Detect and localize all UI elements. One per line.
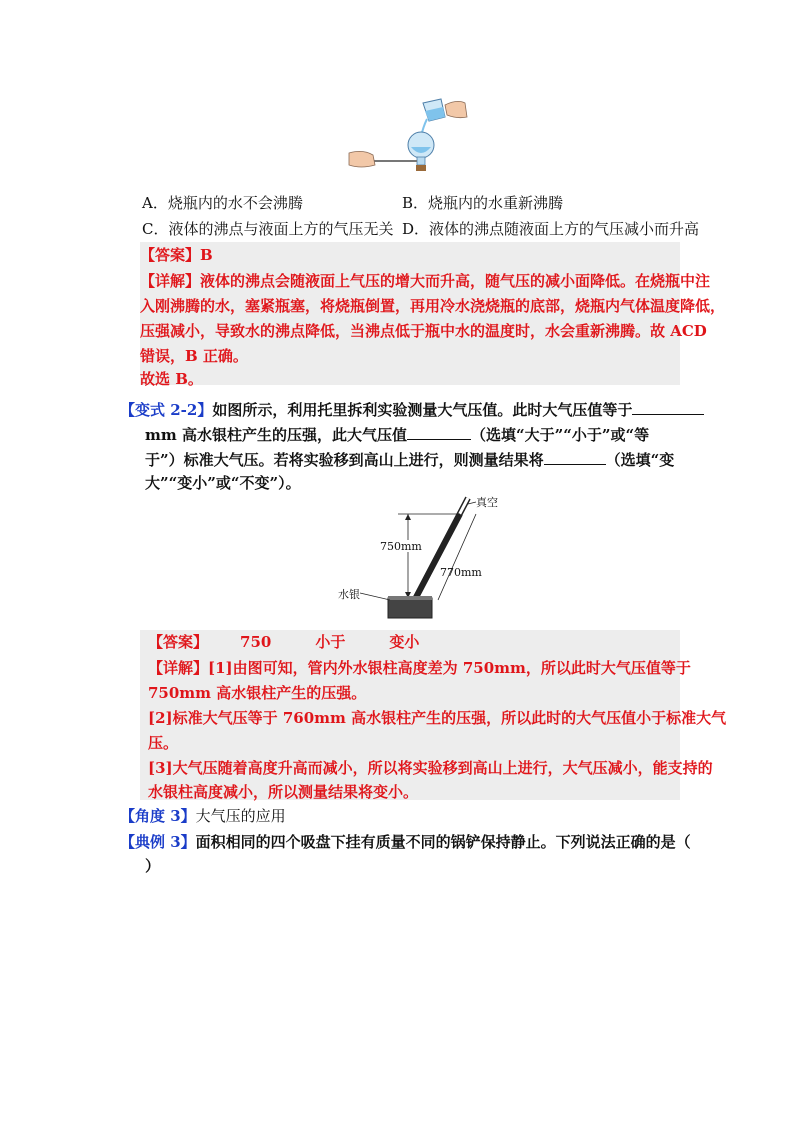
option-c: C．液体的沸点与液面上方的气压无关 <box>142 220 394 238</box>
answer-value: B <box>200 246 213 264</box>
example-line-1 <box>120 832 691 852</box>
option-b: B．烧瓶内的水重新沸腾 <box>402 194 564 212</box>
detail-2-line-3: [2]标准大气压等于 760mm 高水银柱产生的压强，所以此时的大气压值小于标准大气 <box>148 709 727 727</box>
blank-1[interactable] <box>632 398 704 415</box>
example-line-2: ） <box>145 857 161 875</box>
variant-text-1: 如图所示，利用托里拆利实验测量大气压值。此时大气压值等于 <box>212 401 633 419</box>
detail-1-line-3: 压强减小，导致水的沸点降低，当沸点低于瓶中水的温度时，水会重新沸腾。故 ACD <box>140 322 707 340</box>
torricelli-figure <box>330 490 505 625</box>
detail-2-line-4: 压。 <box>148 734 179 752</box>
detail-2-line-2: 750mm 高水银柱产生的压强。 <box>148 684 367 702</box>
example-text: 面积相同的四个吸盘下挂有质量不同的锅铲保持静止。下列说法正确的是（ <box>195 833 691 851</box>
variant-text-3a: 于”）标准大气压。若将实验移到高山上进行，则测量结果将 <box>145 451 544 469</box>
blank-2[interactable] <box>407 423 471 440</box>
answer-2-value-1: 750 <box>240 633 272 651</box>
vacuum-label: 真空 <box>476 496 498 509</box>
answer-2-line <box>148 632 419 652</box>
variant-line-4: 大”“变小”或“不变”）。 <box>145 474 301 492</box>
answer-label: 【答案】 <box>140 246 201 264</box>
option-a: A．烧瓶内的水不会沸腾 <box>142 194 303 212</box>
detail-1-line-2: 入刚沸腾的水，塞紧瓶塞，将烧瓶倒置，再用冷水浇烧瓶的底部，烧瓶内气体温度降低， <box>140 297 726 315</box>
detail-2-label: 【详解】 <box>148 659 209 677</box>
variant-text-2a: mm 高水银柱产生的压强，此大气压值 <box>145 426 407 444</box>
variant-line-2 <box>145 423 649 445</box>
blank-3[interactable] <box>544 448 606 465</box>
mercury-label: 水银 <box>338 588 360 601</box>
answer-1-line <box>140 245 213 265</box>
answer-2-label: 【答案】 <box>148 633 209 651</box>
angle-heading <box>120 806 286 826</box>
detail-label: 【详解】 <box>140 272 201 290</box>
answer-2-value-3: 变小 <box>389 633 420 651</box>
option-d: D．液体的沸点随液面上方的气压减小而升高 <box>402 220 700 238</box>
detail-2-line-1 <box>148 658 691 678</box>
detail-1-line-1 <box>140 271 710 291</box>
variant-text-2b: （选填“大于”“小于”或“等 <box>470 426 650 444</box>
angle-title: 大气压的应用 <box>195 807 286 825</box>
detail-2-line-5: [3]大气压随着高度升高而减小，所以将实验移到高山上进行，大气压减小，能支持的 <box>148 759 713 777</box>
label-750mm: 750mm <box>380 540 422 553</box>
variant-text-3b: （选填“变 <box>605 451 675 469</box>
detail-2-text: [1]由图可知，管内外水银柱高度差为 750mm，所以此时大气压值等于 <box>208 659 691 677</box>
variant-tag: 【变式 2-2】 <box>120 401 213 419</box>
flask-figure <box>345 95 470 175</box>
variant-line-1 <box>120 398 704 420</box>
angle-tag: 【角度 3】 <box>120 807 196 825</box>
detail-2-line-6: 水银柱高度减小，所以测量结果将变小。 <box>148 783 419 801</box>
detail-1-line-4: 错误，B 正确。 <box>140 347 248 365</box>
answer-2-value-2: 小于 <box>315 633 346 651</box>
detail-text: 液体的沸点会随液面上气压的增大而升高，随气压的减小面降低。在烧瓶中注 <box>200 272 711 290</box>
label-770mm: 770mm <box>440 566 482 579</box>
example-tag: 【典例 3】 <box>120 833 196 851</box>
conclusion-1: 故选 B。 <box>140 370 203 388</box>
variant-line-3 <box>145 448 674 470</box>
